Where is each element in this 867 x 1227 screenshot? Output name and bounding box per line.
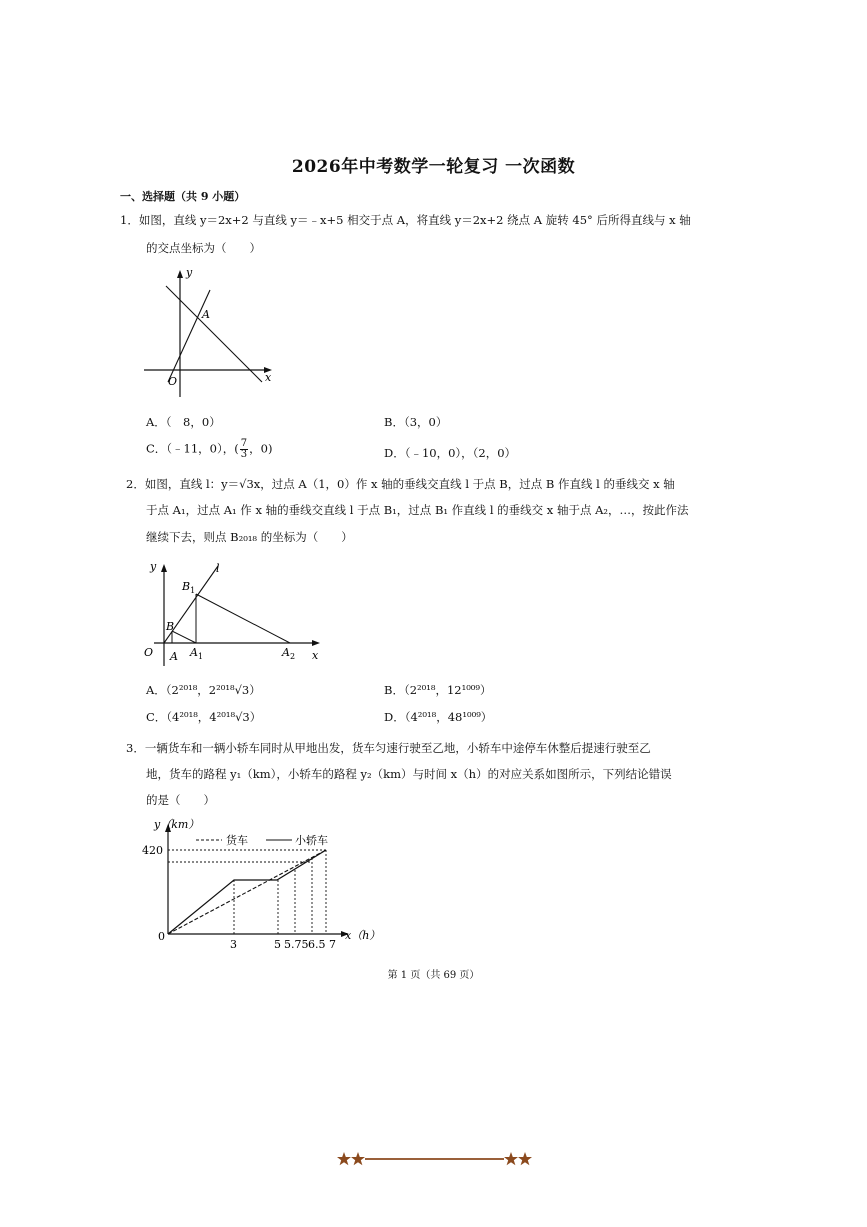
q3-figure — [140, 814, 390, 954]
q1-fraction-num: 7 — [240, 438, 248, 449]
q2-option-c: C．（4²⁰¹⁸，4²⁰¹⁸√3） — [146, 710, 262, 724]
q3-text-line3: 的是（ ） — [146, 793, 215, 807]
q3-x-tick-5: 5 — [274, 938, 281, 951]
q2-segment-b1a2 — [196, 594, 290, 643]
page-title: 2026年中考数学一轮复习 一次函数 — [291, 157, 576, 177]
q2-x-arrow — [312, 640, 320, 646]
q1-option-a: A．（ 8，0） — [146, 415, 221, 429]
star-icon — [337, 1152, 351, 1165]
q2-a1-label: $A_1$ — [190, 646, 204, 661]
q3-x-tick-575: 5.75 — [284, 938, 309, 951]
q2-l-label: l — [216, 562, 220, 575]
q3-x-tick-3: 3 — [230, 938, 237, 951]
q3-y-tick-420: 420 — [142, 844, 163, 857]
q2-figure — [140, 556, 330, 668]
q1-option-c-pre: C．（﹣11，0），( — [146, 441, 239, 456]
q2-text-line2: 于点 A₁，过点 A₁ 作 x 轴的垂线交直线 l 于点 B₁，过点 B₁ 作直线 l 的垂线交 x 轴于点 A₂，…，按此作法 — [146, 503, 689, 517]
star-icon — [504, 1152, 518, 1165]
q1-option-b: B．（3，0） — [384, 415, 448, 429]
q1-figure — [140, 262, 280, 400]
q3-text-line1: 3．一辆货车和一辆小轿车同时从甲地出发，货车匀速行驶至乙地，小轿车中途停车休整后提速行驶至乙 — [126, 741, 651, 755]
q2-option-a: A．（2²⁰¹⁸，2²⁰¹⁸√3） — [146, 683, 261, 697]
q3-legend-car: 小轿车 — [295, 834, 328, 847]
q1-y-arrow — [177, 270, 183, 278]
q2-option-b: B．（2²⁰¹⁸，12¹⁰⁰⁹） — [384, 683, 492, 697]
q2-origin: O — [144, 646, 154, 659]
q3-x-label: x（h） — [345, 929, 381, 942]
q3-origin: 0 — [158, 930, 165, 943]
q1-option-c — [146, 439, 272, 460]
q1-line-2x-plus-2 — [168, 290, 210, 382]
q2-a-label: A — [170, 650, 178, 663]
q3-text-line2: 地，货车的路程 y₁（km），小轿车的路程 y₂（km）与时间 x（h）的对应关系如图所示，下列结论错误 — [146, 767, 672, 781]
q1-fraction-den: 3 — [240, 449, 248, 460]
star-icon — [518, 1152, 532, 1165]
q1-y-label: y — [186, 266, 193, 279]
q3-legend-truck: 货车 — [226, 834, 248, 847]
q2-b1-label: $B_1$ — [182, 580, 196, 595]
q2-segment-ba1 — [172, 631, 196, 643]
q3-truck-path — [168, 850, 326, 934]
footer-decoration — [337, 1150, 532, 1168]
q2-y-arrow — [161, 564, 167, 572]
q2-x-label: x — [312, 649, 319, 662]
q1-x-label: x — [265, 371, 272, 384]
q2-text-line3: 继续下去，则点 B₂₀₁₈ 的坐标为（ ） — [146, 530, 353, 544]
q3-x-tick-7: 7 — [329, 938, 336, 951]
q1-option-c-fraction — [240, 439, 248, 460]
q2-b-label: B — [166, 620, 175, 633]
q1-option-d: D．（﹣10，0），（2，0） — [384, 446, 517, 460]
q3-x-tick-65: 6.5 — [308, 938, 326, 951]
q1-text-line2: 的交点坐标为（ ） — [146, 241, 261, 255]
q1-point-a: A — [202, 308, 210, 321]
q2-y-label: y — [150, 560, 157, 573]
q2-option-d: D．（4²⁰¹⁸，48¹⁰⁰⁹） — [384, 710, 493, 724]
q2-text-line1: 2．如图，直线 l：y＝√3x，过点 A（1，0）作 x 轴的垂线交直线 l 于点 B，过点 B 作直线 l 的垂线交 x 轴 — [126, 477, 675, 491]
star-icon — [351, 1152, 365, 1165]
q3-y-label: y（km） — [154, 818, 200, 831]
q1-origin: O — [168, 375, 178, 388]
q1-text-line1: 1．如图，直线 y＝2x+2 与直线 y＝﹣x+5 相交于点 A，将直线 y＝2x+2 绕点 A 旋转 45° 后所得直线与 x 轴 — [120, 213, 691, 227]
q1-option-c-post: ，0) — [249, 441, 273, 456]
section-heading: 一、选择题（共 9 小题） — [120, 190, 246, 203]
q2-a2-label: $A_2$ — [282, 646, 296, 661]
page-footer: 第 1 页（共 69 页） — [387, 970, 480, 981]
